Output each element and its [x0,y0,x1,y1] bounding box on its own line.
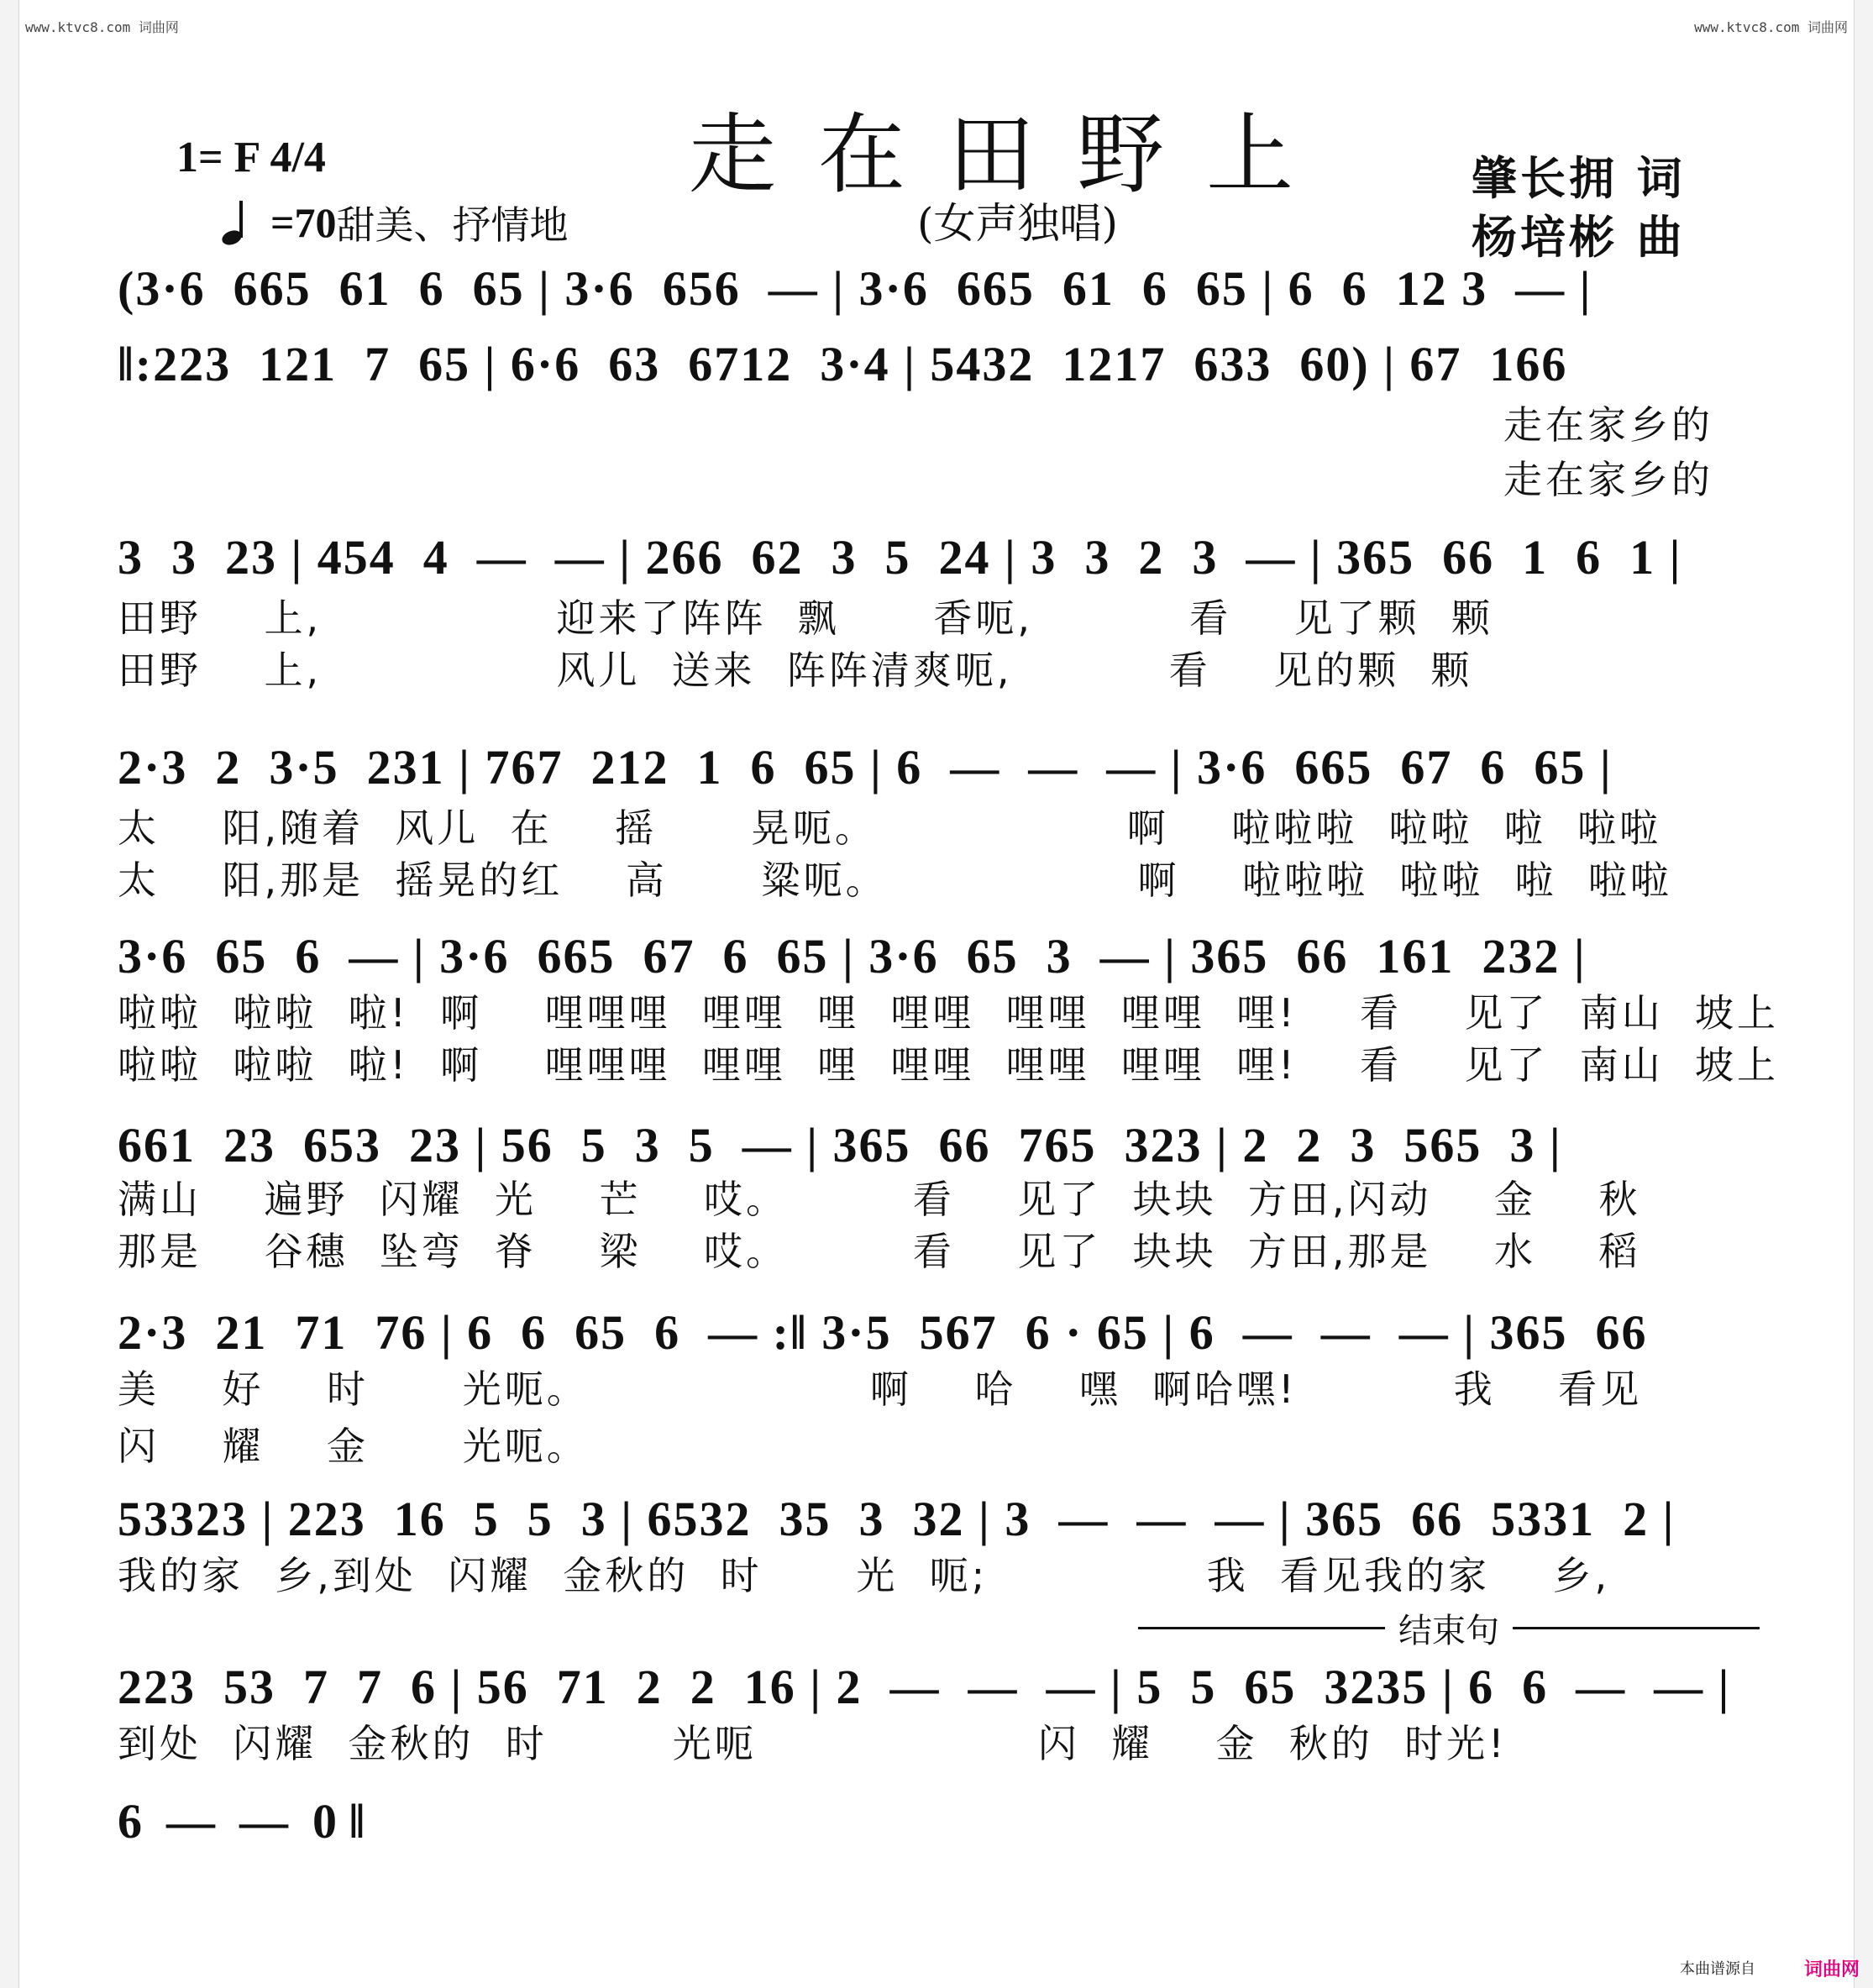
footer-logo[interactable]: 词曲网 [1804,1959,1860,1980]
watermark-top-left: www.ktvc8.com 词曲网 [25,19,179,35]
lyric-line-4-verse-2: 太 阳,那是 摇晃的红 高 粱呃。 啊 啦啦啦 啦啦 啦 啦啦 [118,858,1672,903]
score-line-1: (3·6 665 61 6 65 | 3·6 656 — | 3·6 665 61 6 65 | 6 6 12 3 — | [118,261,1592,316]
song-subtitle: (女声独唱) [917,199,1119,248]
left-margin-strip [0,0,19,1988]
lyric-line-5-verse-2: 啦啦 啦啦 啦! 啊 哩哩哩 哩哩 哩 哩哩 哩哩 哩哩 哩! 看 见了 南山 坡上 [118,1042,1780,1088]
lyric-line-9: 到处 闪耀 金秋的 时 光呃 闪 耀 金 秋的 时光! [118,1721,1508,1766]
lyric-line-7-verse-1: 美 好 时 光呃。 啊 哈 嘿 啊哈嘿! 我 看见 [118,1366,1643,1412]
tempo-expression: 甜美、抒情地 [336,202,569,248]
score-line-3: 3 3 23 | 454 4 — — | 266 62 3 5 24 | 3 3 2 3 — | 365 66 1 6 1 | [118,530,1682,585]
quarter-note-icon [217,197,267,248]
lyric-line-8: 我的家 乡,到处 闪耀 金秋的 时 光 呃; 我 看见我的家 乡, [118,1553,1611,1598]
score-line-5: 3·6 65 6 — | 3·6 665 67 6 65 | 3·6 65 3 — | 365 66 161 232 | [118,929,1587,984]
score-line-6: 661 23 653 23 | 56 5 3 5 — | 365 66 765 323 | 2 2 3 565 3 | [118,1118,1562,1172]
score-line-10: 6 — — 0 ‖ [118,1794,365,1849]
lyricist-credit: 肇长拥 词 [1472,152,1686,205]
tempo-value: =70 [270,199,337,246]
lyric-line-3-verse-1: 田野 上, 迎来了阵阵 飘 香呃, 看 见了颗 颗 [118,595,1493,641]
score-line-9: 223 53 7 7 6 | 56 71 2 2 16 | 2 — — — | 5 5 65 3235 | 6 6 — — | [118,1660,1731,1714]
score-line-7: 2·3 21 71 76 | 6 6 65 6 — :‖ 3·5 567 6 · 65 | 6 — — — | 365 66 [118,1305,1648,1360]
tempo-marking [217,195,569,250]
watermark-top-right: www.ktvc8.com 词曲网 [1694,19,1848,35]
composer-credit: 杨培彬 曲 [1472,211,1686,264]
lyric-line-7-verse-2: 闪 耀 金 光呃。 [118,1424,589,1469]
lyric-line-6-verse-1: 满山 遍野 闪耀 光 芒 哎。 看 见了 块块 方田,闪动 金 秋 [118,1177,1641,1222]
score-line-8: 53323 | 223 16 5 5 3 | 6532 35 3 32 | 3 — — — | 365 66 5331 2 | [118,1492,1676,1546]
lyric-line-2-verse-2: 走在家乡的 [1503,457,1713,502]
key-signature: 1= F 4/4 [176,134,326,181]
score-line-2: ‖:223 121 7 65 | 6·6 63 6712 3·4 | 5432 1217 633 60) | 67 166 [118,337,1568,391]
right-margin-strip [1854,0,1873,1988]
footer-source-text: 本曲谱源自 [1680,1960,1755,1978]
lyric-line-4-verse-1: 太 阳,随着 风儿 在 摇 晃呃。 啊 啦啦啦 啦啦 啦 啦啦 [118,805,1661,851]
ending-rule-right [1513,1627,1760,1629]
lyric-line-3-verse-2: 田野 上, 风儿 送来 阵阵清爽呃, 看 见的颗 颗 [118,648,1473,693]
ending-phrase-text: 结束句 [1398,1612,1499,1650]
lyric-line-5-verse-1: 啦啦 啦啦 啦! 啊 哩哩哩 哩哩 哩 哩哩 哩哩 哩哩 哩! 看 见了 南山 坡上 [118,990,1780,1036]
lyric-line-6-verse-2: 那是 谷穗 坠弯 脊 梁 哎。 看 见了 块块 方田,那是 水 稻 [118,1229,1641,1274]
ending-phrase-label [1138,1604,1760,1652]
ending-rule-left [1138,1627,1385,1629]
score-line-4: 2·3 2 3·5 231 | 767 212 1 6 65 | 6 — — — | 3·6 665 67 6 65 | [118,740,1613,795]
song-title: 走在田野上 [689,103,1336,206]
lyric-line-2-verse-1: 走在家乡的 [1503,402,1713,448]
